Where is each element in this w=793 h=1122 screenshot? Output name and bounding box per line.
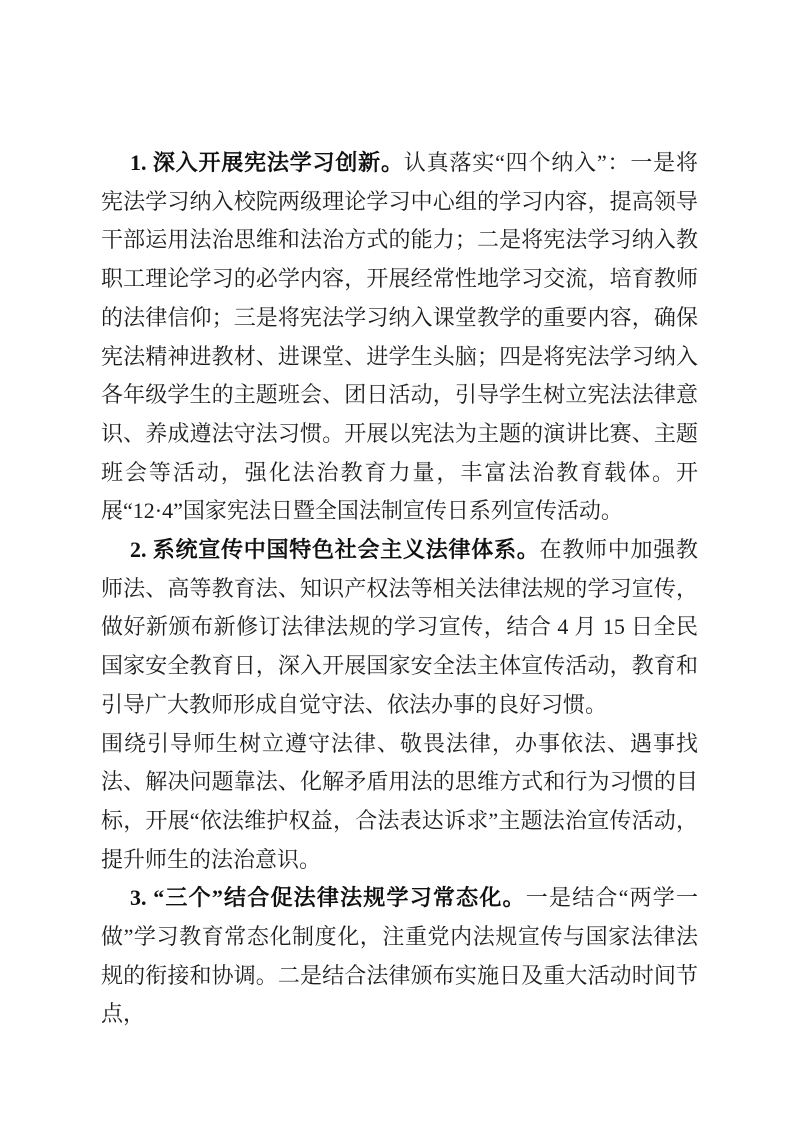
paragraph-three-combinations: [101, 879, 698, 1034]
paragraph-4-heading: 3. “三个”结合促法律法规学习常态化。: [130, 885, 526, 911]
paragraph-2-body: 在教师中加强教师法、高等教育法、知识产权法等相关法律法规的学习宣传，做好新颁布新修订法律法规的学习宣传，结合 4 月 15 日全民国家安全教育日，深入开展国家安全法主体宣传活动，教育和引导广大教师形成自觉守法、依法办事的良好习惯。: [101, 537, 698, 717]
paragraph-1-body: 认真落实“四个纳入”：一是将宪法学习纳入校院两级理论学习中心组的学习内容，提高领导干部运用法治思维和法治方式的能力；二是将宪法学习纳入教职工理论学习的必学内容，开展经常性地学习交流，培育教师的法律信仰；三是将宪法学习纳入课堂教学的重要内容，确保宪法精神进教材、进课堂、进学生头脑；四是将宪法学习纳入各年级学生的主题班会、团日活动，引导学生树立宪法法律意识、养成遵法守法习惯。开展以宪法为主题的演讲比赛、主题班会等活动，强化法治教育力量，丰富法治教育载体。开展“12·4”国家宪法日暨全国法制宣传日系列宣传活动。: [101, 150, 698, 524]
paragraph-4-body: 一是结合“两学一做”学习教育常态化制度化，注重党内法规宣传与国家法律法规的衔接和协调。二是结合法律颁布实施日及重大活动时间节点，: [101, 885, 698, 1027]
paragraph-legal-system-publicity: [101, 531, 698, 725]
paragraph-constitution-study: [101, 144, 698, 531]
paragraph-rule-of-law-awareness: [101, 725, 698, 880]
paragraph-3-body: 围绕引导师生树立遵守法律、敬畏法律，办事依法、遇事找法、解决问题靠法、化解矛盾用法的思维方式和行为习惯的目标，开展“依法维护权益，合法表达诉求”主题法治宣传活动，提升师生的法治意识。: [101, 730, 698, 872]
paragraph-1-heading: 1. 深入开展宪法学习创新。: [130, 150, 404, 175]
paragraph-2-heading: 2. 系统宣传中国特色社会主义法律体系。: [130, 537, 540, 563]
